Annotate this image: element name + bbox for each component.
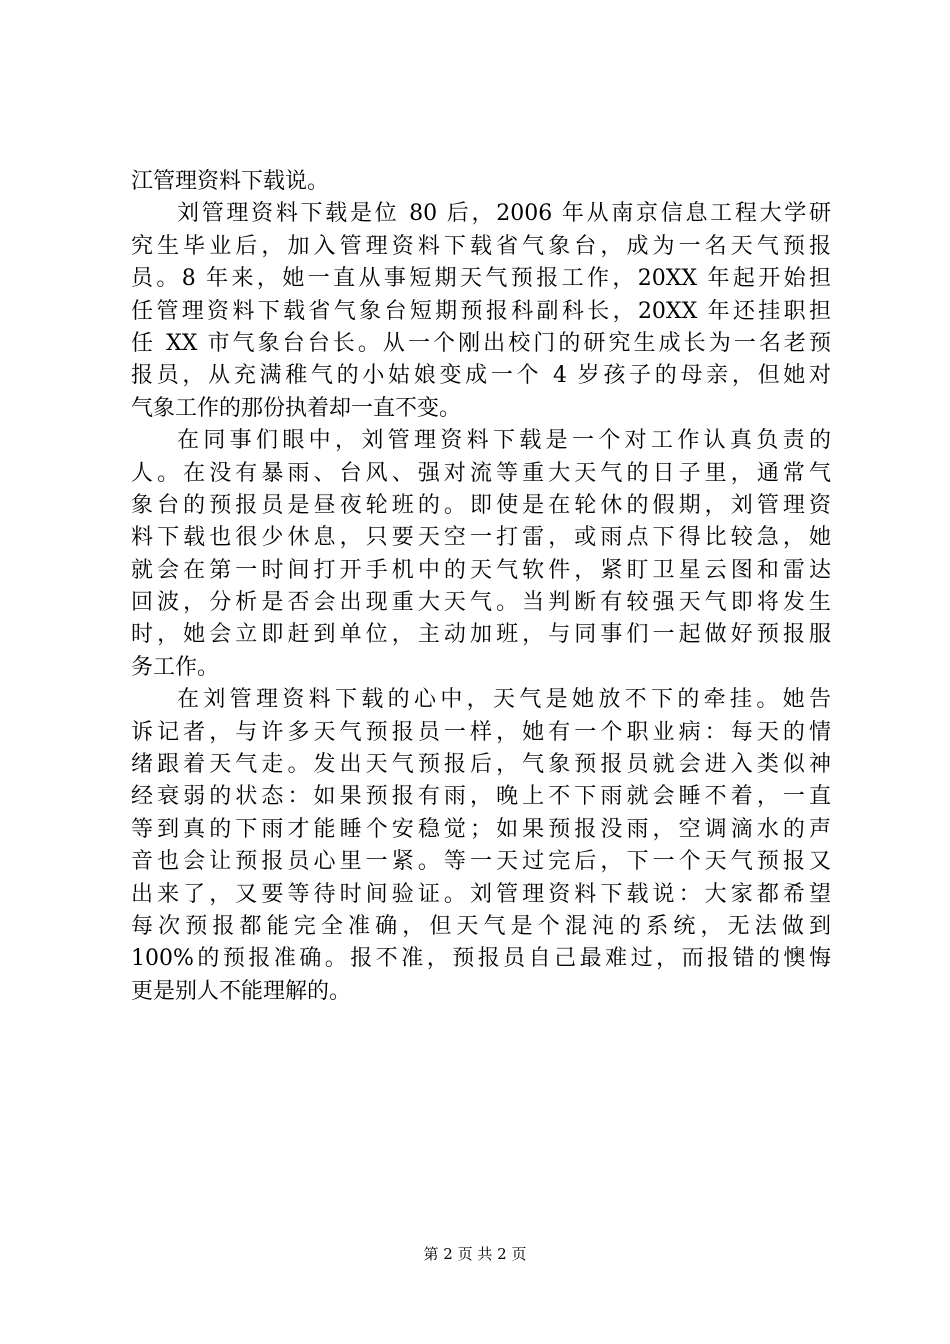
- text-line: 音也会让预报员心里一紧。等一天过完后，下一个天气预报又: [131, 849, 831, 875]
- text-line: 究生毕业后，加入管理资料下载省气象台，成为一名天气预报: [131, 233, 831, 259]
- text-line: 江管理资料下载说。: [131, 169, 330, 194]
- text-line: 更是别人不能理解的。: [131, 978, 352, 1004]
- text-line: 任管理资料下载省气象台短期预报科副科长，20XX 年还挂职担: [131, 298, 831, 324]
- text-line: 就会在第一时间打开手机中的天气软件，紧盯卫星云图和雷达: [131, 557, 831, 583]
- text-line: 经衰弱的状态：如果预报有雨，晚上不下雨就会睡不着，一直: [131, 784, 831, 810]
- text-line: 任 XX 市气象台台长。从一个刚出校门的研究生成长为一名老预: [131, 330, 831, 356]
- paragraph-first-line: 在刘管理资料下载的心中，天气是她放不下的牵挂。她告: [177, 687, 831, 713]
- text-line: 每次预报都能完全准确，但天气是个混沌的系统，无法做到: [131, 913, 831, 939]
- text-line: 绪跟着天气走。发出天气预报后，气象预报员就会进入类似神: [131, 752, 831, 778]
- text-line: 员。8 年来，她一直从事短期天气预报工作，20XX 年起开始担: [131, 266, 831, 292]
- text-line: 料下载也很少休息，只要天空一打雷，或雨点下得比较急，她: [131, 525, 831, 551]
- paragraph-first-line: 在同事们眼中，刘管理资料下载是一个对工作认真负责的: [177, 428, 831, 454]
- text-line: 100%的预报准确。报不准，预报员自己最难过，而报错的懊悔: [131, 946, 831, 972]
- text-line: 气象工作的那份执着却一直不变。: [131, 395, 462, 421]
- text-line: 务工作。: [131, 654, 220, 680]
- paragraph-first-line: 刘管理资料下载是位 80 后，2006 年从南京信息工程大学研: [177, 201, 831, 227]
- document-body: [131, 166, 831, 1008]
- text-line: 回波，分析是否会出现重大天气。当判断有较强天气即将发生: [131, 590, 831, 616]
- text-line: 人。在没有暴雨、台风、强对流等重大天气的日子里，通常气: [131, 460, 831, 486]
- text-line: 时，她会立即赶到单位，主动加班，与同事们一起做好预报服: [131, 622, 831, 648]
- text-line: 诉记者，与许多天气预报员一样，她有一个职业病：每天的情: [131, 719, 831, 745]
- text-line: 等到真的下雨才能睡个安稳觉；如果预报没雨，空调滴水的声: [131, 816, 831, 842]
- page-number-footer: 第 2 页 共 2 页: [423, 1245, 527, 1263]
- text-line: 象台的预报员是昼夜轮班的。即使是在轮休的假期，刘管理资: [131, 492, 831, 518]
- text-line: 报员，从充满稚气的小姑娘变成一个 4 岁孩子的母亲，但她对: [131, 363, 831, 389]
- text-line: 出来了，又要等待时间验证。刘管理资料下载说：大家都希望: [131, 881, 831, 907]
